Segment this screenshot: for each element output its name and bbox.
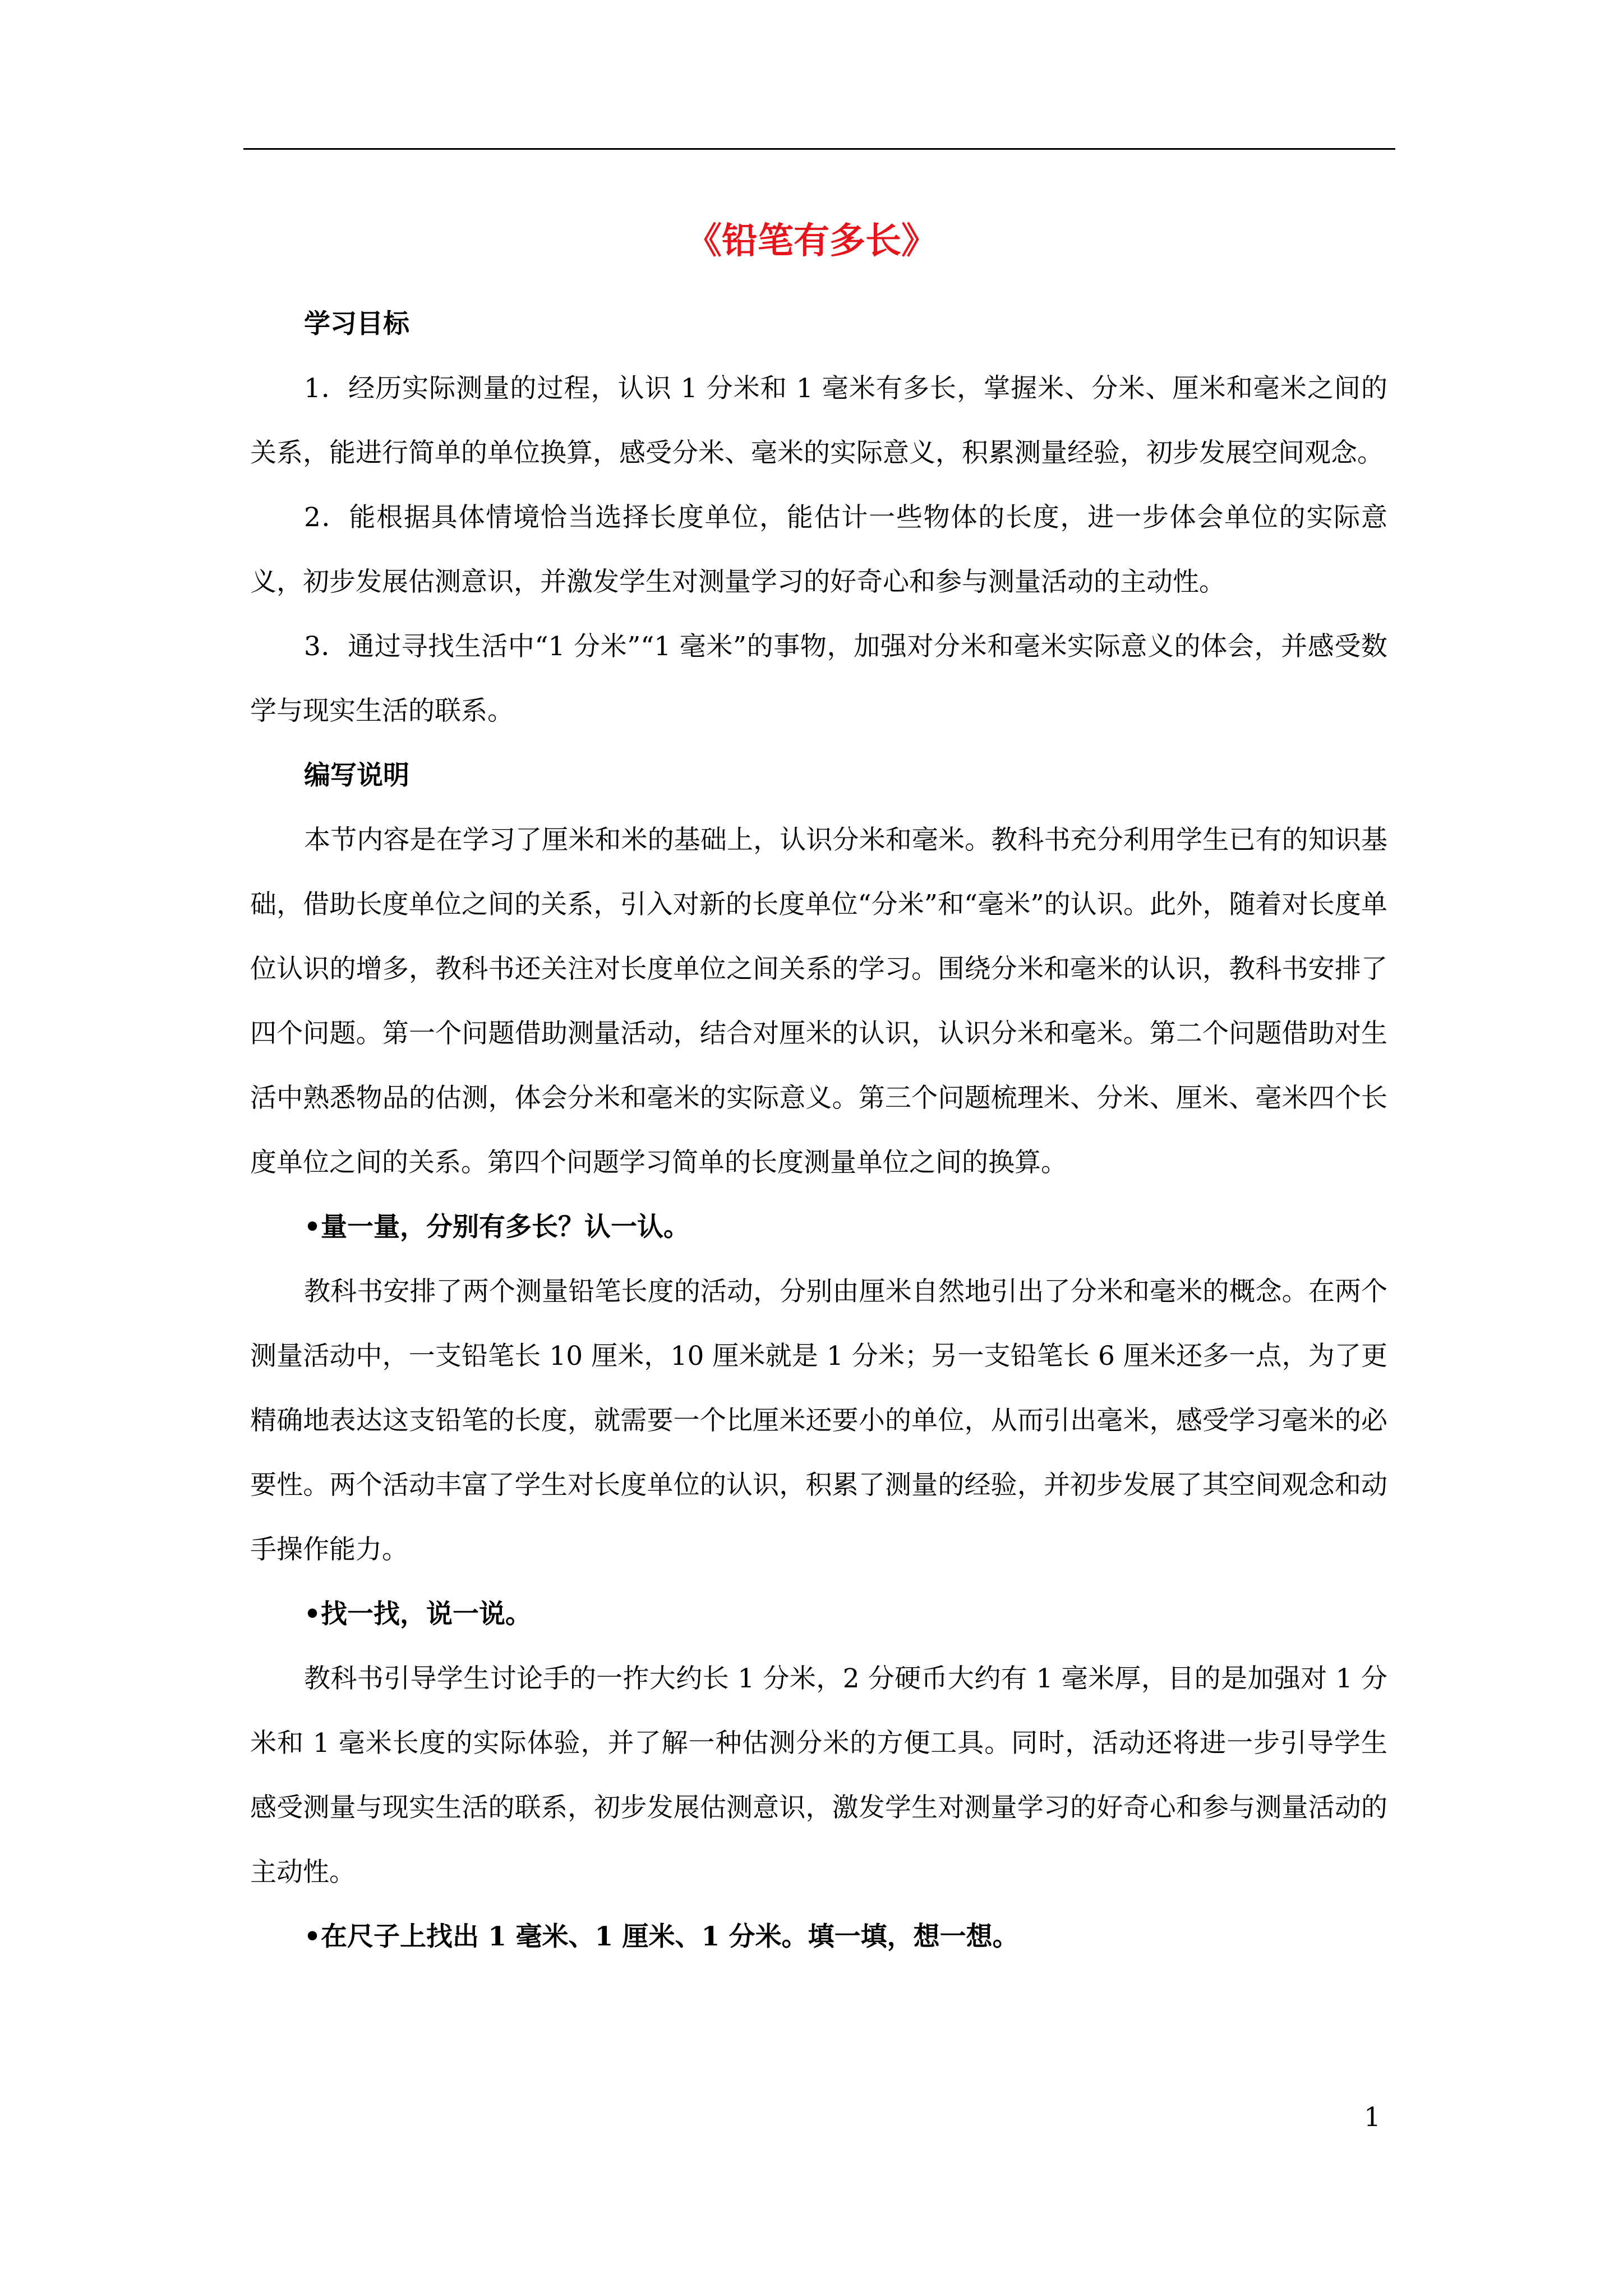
objective-paragraph-1: 1．经历实际测量的过程，认识 1 分米和 1 毫米有多长，掌握米、分米、厘米和毫米之间的关系，能进行简单的单位换算，感受分米、毫米的实际意义，积累测量经验，初步发展空间观念。: [250, 373, 1387, 468]
section-heading-objectives: 学习目标: [304, 309, 409, 339]
section-heading-find: •找一找，说一说。: [304, 1599, 532, 1630]
notes-paragraph: 本节内容是在学习了厘米和米的基础上，认识分米和毫米。教科书充分利用学生已有的知识基础，借助长度单位之间的关系，引入对新的长度单位“分米”和“毫米”的认识。此外，随着对长度单位认识的增多，教科书还关注对长度单位之间关系的学习。围绕分米和毫米的认识，教科书安排了四个问题。第一个问题借助测量活动，结合对厘米的认识，认识分米和毫米。第二个问题借助对生活中熟悉物品的估测，体会分米和毫米的实际意义。第三个问题梳理米、分米、厘米、毫米四个长度单位之间的关系。第四个问题学习简单的长度测量单位之间的换算。: [250, 825, 1387, 1178]
objective-paragraph-3: 3．通过寻找生活中“1 分米”“1 毫米”的事物，加强对分米和毫米实际意义的体会，并感受数学与现实生活的联系。: [250, 631, 1387, 726]
document-body: [250, 292, 1387, 1969]
document-title: 《铅笔有多长》: [686, 220, 937, 262]
section-heading-ruler: •在尺子上找出 1 毫米、1 厘米、1 分米。填一填，想一想。: [304, 1921, 1019, 1952]
header-rule: [243, 148, 1395, 150]
find-paragraph: 教科书引导学生讨论手的一拃大约长 1 分米，2 分硬币大约有 1 毫米厚，目的是加强对 1 分米和 1 毫米长度的实际体验，并了解一种估测分米的方便工具。同时，活动还将进一步引导学生感受测量与现实生活的联系，初步发展估测意识，激发学生对测量学习的好奇心和参与测量活动的主动性。: [250, 1663, 1387, 1888]
page-number: 1: [1364, 2102, 1381, 2133]
section-heading-notes: 编写说明: [304, 760, 409, 791]
measure-paragraph: 教科书安排了两个测量铅笔长度的活动，分别由厘米自然地引出了分米和毫米的概念。在两个测量活动中，一支铅笔长 10 厘米，10 厘米就是 1 分米；另一支铅笔长 6 厘米还多一点，为了更精确地表达这支铅笔的长度，就需要一个比厘米还要小的单位，从而引出毫米，感受学习毫米的必要性。两个活动丰富了学生对长度单位的认识，积累了测量的经验，并初步发展了其空间观念和动手操作能力。: [250, 1276, 1387, 1565]
objective-paragraph-2: 2．能根据具体情境恰当选择长度单位，能估计一些物体的长度，进一步体会单位的实际意义，初步发展估测意识，并激发学生对测量学习的好奇心和参与测量活动的主动性。: [250, 502, 1387, 597]
section-heading-measure: •量一量，分别有多长？认一认。: [304, 1212, 690, 1243]
